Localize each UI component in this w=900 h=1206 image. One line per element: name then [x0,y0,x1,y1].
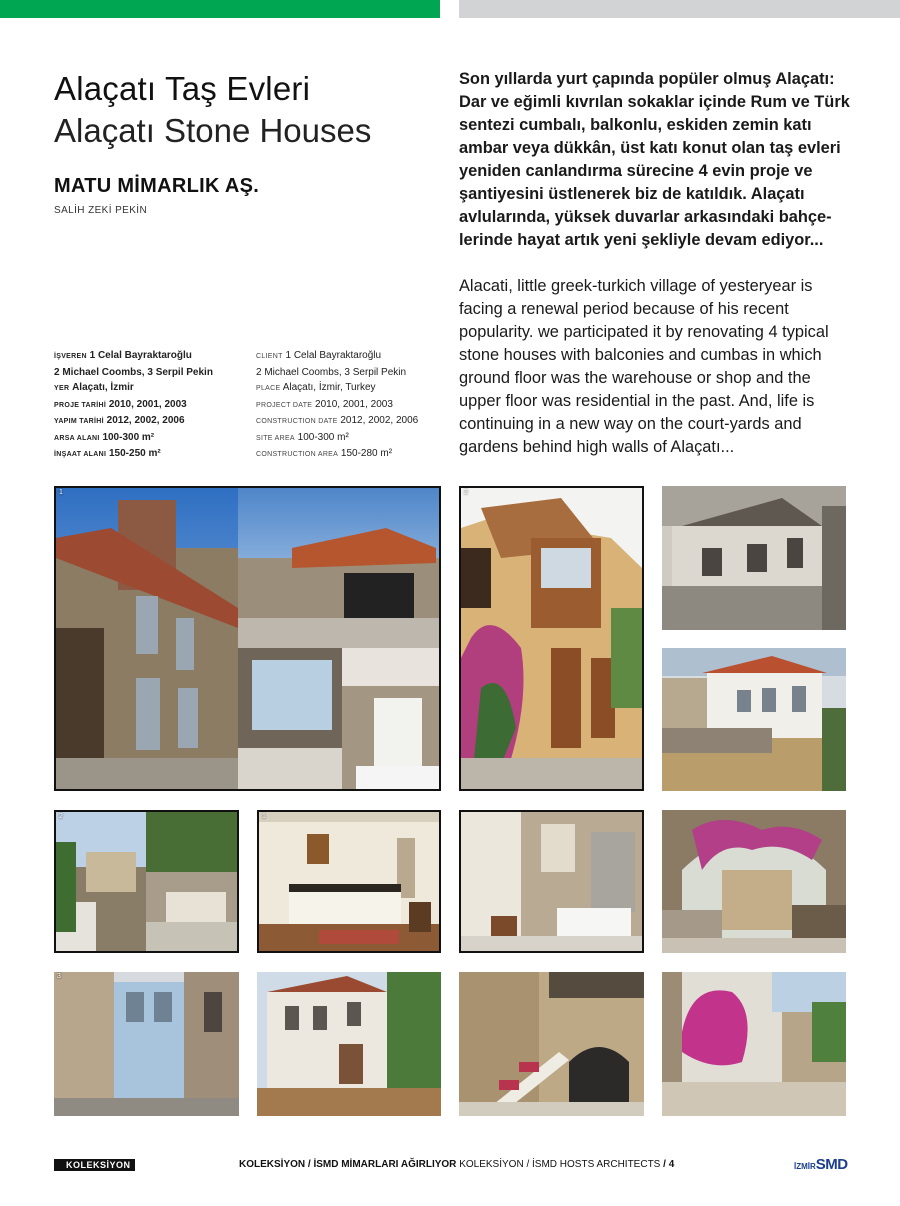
photo-garden-stairs [54,810,239,953]
firm-name: MATU MİMARLIK AŞ. [54,175,260,197]
photo-bedroom [257,810,441,953]
photo-stone-staircase [459,972,644,1116]
credits-english [256,348,446,463]
credit-row: 2 Michael Coombs, 3 Serpil Pekin [256,366,407,378]
photo-white-house-tiled-roof-image [662,648,846,791]
footer-caption-en: KOLEKSİYON / İSMD HOSTS ARCHITECTS [459,1159,661,1170]
credit-row: ARSA ALANI 100-300 m² [54,431,155,443]
photo-stone-staircase-image [459,972,644,1116]
credit-row: PROJECT DATE 2010, 2001, 2003 [256,398,393,410]
photo-arched-courtyard-image [662,810,846,953]
photo-old-house-before-image [662,486,846,630]
photo-white-house-tiled-roof [662,648,846,791]
page-number: / 4 [663,1159,675,1170]
credit-row: PLACE Alaçatı, İzmir, Turkey [256,382,376,393]
photo-courtyard-bougainvillea-image [662,972,846,1116]
photo-house-1-image [56,488,439,789]
credit-row: YAPIM TARİHİ 2012, 2002, 2006 [54,415,185,426]
top-bar-grey [459,0,900,18]
credit-row: CLIENT 1 Celal Bayraktaroğlu [256,350,382,361]
credit-row: CONSTRUCTION AREA 150-280 m² [256,448,393,459]
photo-bedroom-image [259,812,439,951]
credit-row: İŞVEREN 1 Celal Bayraktaroğlu [54,350,192,361]
photo-bathroom [459,810,644,953]
photo-number: 1 [59,489,63,496]
koleksiyon-logo: KOLEKSİYON [54,1159,135,1171]
credit-row: PROJE TARİHİ 2010, 2001, 2003 [54,398,187,410]
photo-house-facade-image [257,972,441,1116]
top-bar-green [0,0,440,18]
photo-narrow-street-image [54,972,239,1116]
photo-number: 2 [464,489,468,496]
photo-house-1-composite [54,486,441,791]
photo-bathroom-image [461,812,642,951]
photo-old-house-before [662,486,846,630]
credit-row: İNŞAAT ALANI 150-250 m² [54,448,161,459]
title-english: Alaçatı Stone Houses [54,112,372,149]
credit-row: CONSTRUCTION DATE 2012, 2002, 2006 [256,415,419,426]
photo-house-facade [257,972,441,1116]
credits-turkish [54,348,244,463]
credit-row: YER Alaçatı, İzmir [54,382,134,393]
body-text-turkish: Son yıllarda yurt çapında popüler olmuş Alaçatı: Dar ve eğimli kıvrılan sokaklar içinde Rum ve Türk sentezi cumbalı, balkonlu, eskiden zemin katı ambar veya dükkân, üst katı konut olan taş evleri yeniden canlandırma sürecine 4 evin proje ve şantiyesini üstlenerek biz de katıldık. Alaçatı avlularında, yüksek duvarlar arkasındaki bahçe-lerinde hayat artık yeni şekliyle devam ediyor... [459,70,850,249]
credit-row: 2 Michael Coombs, 3 Serpil Pekin [54,366,213,378]
body-text-english: Alacati, little greek-turkich village of yesteryear is facing a renewal period because of his recent popularity. we participated it by renovating 4 typical stone houses with balconies and cumbas in which ground floor was the warehouse or shop and the upper floor was residential in the past. And, life is continuing in a new way on the court-yards and gardens behind high walls of Alaçatı... [459,277,829,456]
photo-number: 3 [57,973,61,980]
brand-big: SMD [815,1156,848,1173]
photo-number: 1 [262,813,266,820]
photo-house-2-balcony [459,486,644,791]
photo-arched-courtyard [662,810,846,953]
photo-house-2-image [461,488,642,789]
architect-name: SALİH ZEKİ PEKİN [54,205,148,216]
izmir-smd-logo [794,1156,848,1174]
footer-caption-tr: KOLEKSİYON / İSMD MİMARLARI AĞIRLIYOR [239,1159,457,1170]
footer-caption [239,1159,674,1170]
photo-number: 2 [59,813,63,820]
brand-small: İZMİR [794,1162,816,1171]
photo-narrow-street [54,972,239,1116]
credit-row: SITE AREA 100-300 m² [256,431,349,443]
photo-courtyard-bougainvillea [662,972,846,1116]
photo-garden-stairs-image [56,812,237,951]
title-turkish: Alaçatı Taş Evleri [54,70,311,107]
